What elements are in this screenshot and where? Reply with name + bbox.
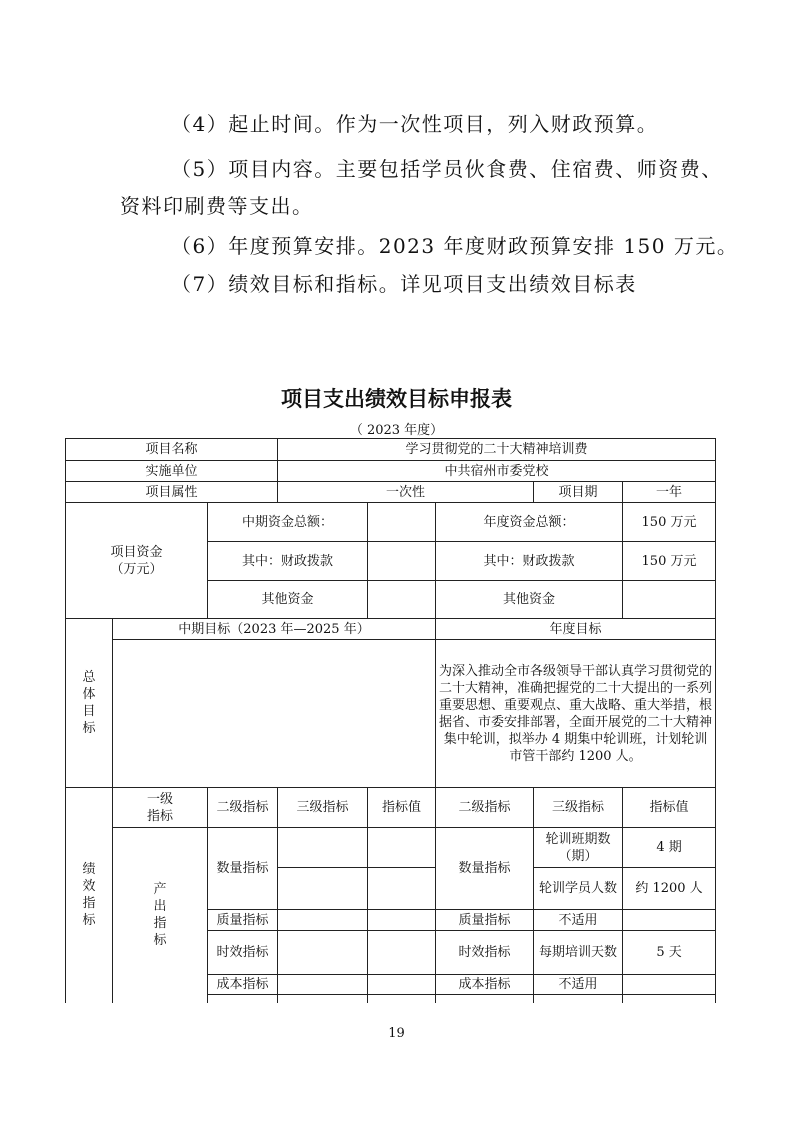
quality-indicator-mid: 质量指标 bbox=[208, 910, 278, 931]
training-sessions-label: 轮训班期数（期） bbox=[534, 828, 623, 868]
cell-empty bbox=[278, 995, 368, 1003]
overall-goals-label-char: 目 bbox=[82, 704, 96, 719]
mid-other-funds-label: 其他资金 bbox=[208, 581, 368, 619]
year-total-funds-value: 150 万元 bbox=[623, 503, 716, 542]
cell-empty bbox=[534, 995, 623, 1003]
overall-goals-label bbox=[66, 619, 113, 788]
training-days-label: 每期培训天数 bbox=[534, 931, 623, 975]
annual-goal-header: 年度目标 bbox=[436, 619, 716, 640]
header-level1-indicator: 一级 指标 bbox=[113, 788, 208, 828]
paragraph-performance-goals: （7）绩效目标和指标。详见项目支出绩效目标表 bbox=[171, 272, 637, 296]
cost-indicator-value bbox=[623, 975, 716, 995]
page-number: 19 bbox=[388, 1026, 405, 1041]
quantity-indicator-year: 数量指标 bbox=[436, 828, 534, 910]
output-indicators-label-char: 出 bbox=[153, 899, 167, 915]
header-indicator-value-mid: 指标值 bbox=[368, 788, 436, 828]
quality-indicator-year: 质量指标 bbox=[436, 910, 534, 931]
trainees-count-value: 约 1200 人 bbox=[623, 868, 716, 910]
overall-goals-label-char: 总 bbox=[82, 670, 96, 685]
paragraph-project-content-cont: 资料印刷费等支出。 bbox=[120, 194, 314, 218]
cell-empty bbox=[368, 931, 436, 975]
year-other-funds-label: 其他资金 bbox=[436, 581, 623, 619]
trainees-count-label: 轮训学员人数 bbox=[534, 868, 623, 910]
row-quantity-1 bbox=[66, 828, 716, 868]
performance-indicators-label-char: 标 bbox=[82, 913, 96, 929]
implementing-unit-value: 中共宿州市委党校 bbox=[278, 461, 716, 482]
training-days-value: 5 天 bbox=[623, 931, 716, 975]
project-name-label: 项目名称 bbox=[66, 439, 278, 461]
cell-empty bbox=[208, 995, 278, 1003]
cell-empty bbox=[278, 910, 368, 931]
quality-indicator-value bbox=[623, 910, 716, 931]
cell-empty bbox=[278, 868, 368, 910]
cell-empty bbox=[278, 828, 368, 868]
cell-empty bbox=[278, 975, 368, 995]
project-period-value: 一年 bbox=[623, 482, 716, 503]
output-indicators-label bbox=[113, 828, 208, 1003]
cost-indicator-name: 不适用 bbox=[534, 975, 623, 995]
header-level2-indicator-mid: 二级指标 bbox=[208, 788, 278, 828]
cell-empty bbox=[368, 828, 436, 868]
row-project-attribute bbox=[66, 482, 716, 503]
row-project-name bbox=[66, 439, 716, 461]
mid-term-goal-text bbox=[113, 640, 436, 788]
year-other-funds-value bbox=[623, 581, 716, 619]
row-funds-total bbox=[66, 503, 716, 542]
row-goals-content bbox=[66, 640, 716, 788]
cell-empty bbox=[368, 868, 436, 910]
performance-indicators-label bbox=[66, 788, 113, 1003]
implementing-unit-label: 实施单位 bbox=[66, 461, 278, 482]
cost-indicator-year: 成本指标 bbox=[436, 975, 534, 995]
annual-goal-text: 为深入推动全市各级领导干部认真学习贯彻党的二十大精神，准确把握党的二十大提出的一系列重要思想、重要观点、重大战略、重大举措，根据省、市委安排部署，全面开展党的二十大精神集中轮训，拟举办 4 期集中轮训班，计划轮训市管干部约 1200 人。 bbox=[436, 640, 716, 788]
mid-total-funds-value bbox=[368, 503, 436, 542]
quantity-indicator-mid: 数量指标 bbox=[208, 828, 278, 910]
overall-goals-label-char: 标 bbox=[82, 721, 96, 736]
header-level3-indicator-mid: 三级指标 bbox=[278, 788, 368, 828]
timeliness-indicator-year: 时效指标 bbox=[436, 931, 534, 975]
cell-empty bbox=[368, 910, 436, 931]
project-attribute-label: 项目属性 bbox=[66, 482, 278, 503]
year-fiscal-funds-value: 150 万元 bbox=[623, 542, 716, 581]
paragraph-start-end-time: （4）起止时间。作为一次性项目，列入财政预算。 bbox=[171, 112, 659, 136]
mid-fiscal-funds-value bbox=[368, 542, 436, 581]
output-indicators-label-char: 标 bbox=[153, 933, 167, 949]
mid-other-funds-value bbox=[368, 581, 436, 619]
performance-goal-table bbox=[65, 438, 716, 1003]
quality-indicator-name: 不适用 bbox=[534, 910, 623, 931]
table-subtitle: （ 2023 年度） bbox=[349, 423, 444, 438]
performance-indicators-label-char: 指 bbox=[82, 896, 96, 912]
overall-goals-label-char: 体 bbox=[82, 687, 96, 702]
paragraph-project-content: （5）项目内容。主要包括学员伙食费、住宿费、师资费、 bbox=[171, 157, 723, 181]
output-indicators-label-char: 指 bbox=[153, 916, 167, 932]
output-indicators-label-char: 产 bbox=[153, 882, 167, 898]
row-goals-header bbox=[66, 619, 716, 640]
cell-empty bbox=[436, 995, 534, 1003]
mid-fiscal-funds-label: 其中：财政拨款 bbox=[208, 542, 368, 581]
timeliness-indicator-mid: 时效指标 bbox=[208, 931, 278, 975]
year-total-funds-label: 年度资金总额： bbox=[436, 503, 623, 542]
project-name-value: 学习贯彻党的二十大精神培训费 bbox=[278, 439, 716, 461]
row-indicator-headers bbox=[66, 788, 716, 828]
performance-indicators-label-char: 效 bbox=[82, 879, 96, 895]
year-fiscal-funds-label: 其中：财政拨款 bbox=[436, 542, 623, 581]
header-level2-indicator-year: 二级指标 bbox=[436, 788, 534, 828]
training-sessions-value: 4 期 bbox=[623, 828, 716, 868]
row-implementing-unit bbox=[66, 461, 716, 482]
mid-term-goal-header: 中期目标（2023 年—2025 年） bbox=[113, 619, 436, 640]
project-funds-label: 项目资金 （万元） bbox=[66, 503, 208, 619]
performance-indicators-label-char: 绩 bbox=[82, 862, 96, 878]
header-level3-indicator-year: 三级指标 bbox=[534, 788, 623, 828]
cell-empty bbox=[368, 995, 436, 1003]
cell-empty bbox=[278, 931, 368, 975]
table-title: 项目支出绩效目标申报表 bbox=[281, 387, 512, 411]
cell-empty bbox=[623, 995, 716, 1003]
project-period-label: 项目期 bbox=[534, 482, 623, 503]
paragraph-annual-budget: （6）年度预算安排。2023 年度财政预算安排 150 万元。 bbox=[171, 234, 739, 258]
cell-empty bbox=[368, 975, 436, 995]
project-attribute-value: 一次性 bbox=[278, 482, 534, 503]
header-indicator-value-year: 指标值 bbox=[623, 788, 716, 828]
cost-indicator-mid: 成本指标 bbox=[208, 975, 278, 995]
mid-total-funds-label: 中期资金总额： bbox=[208, 503, 368, 542]
